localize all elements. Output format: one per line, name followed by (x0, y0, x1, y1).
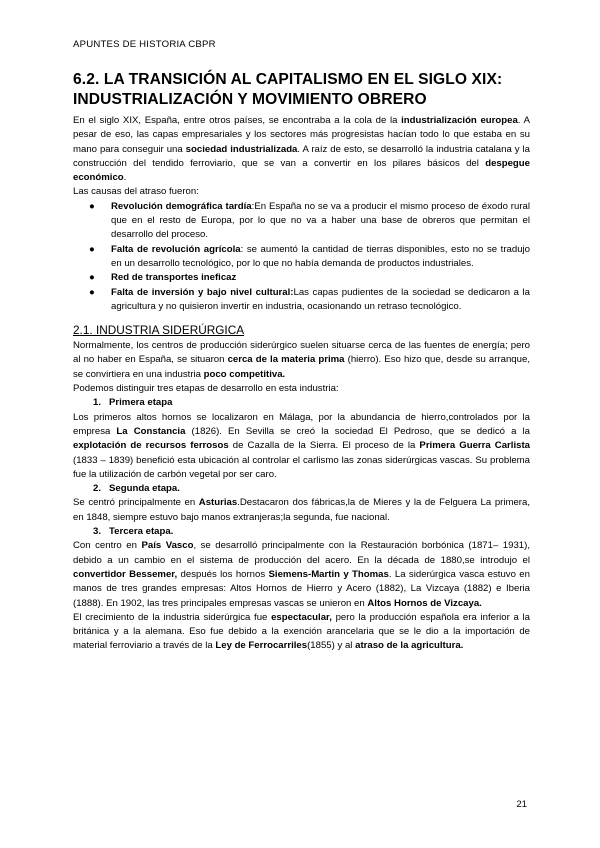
stages-intro: Podemos distinguir tres etapas de desarrollo en esta industria: (73, 383, 339, 395)
stage-paragraph-1: Los primeros altos hornos se localizaron en Málaga, por la abundancia de hierro,controlados por la empresa La Constancia (1826). En Sevilla se creó la sociedad El Pedroso, que se dedicó a la explotación de recursos ferrosos de Cazalla de la Sierra. El proceso de la Primera Guerra Carlista (1833 – 1839) benefició esta ubicación al controlar el carlismo las zonas siderúrgicas vascas. Su problema fue la utilización de carbón vegetal por ser caro. (73, 411, 530, 480)
stage-paragraph-2: Se centró principalmente en Asturias.Destacaron dos fábricas,la de Mieres y la de Felguera La primera, en 1848, siempre estuvo bajo manos extranjeras;la segunda, fue nacional. (73, 497, 530, 523)
subsection-title: 2.1. INDUSTRIA SIDERÚRGICA (73, 323, 245, 338)
bullet-icon: ● (89, 272, 95, 284)
page-number: 21 (516, 799, 527, 810)
stage-heading-1: 1. Primera etapa (93, 397, 173, 409)
page-content (73, 70, 530, 654)
causes-intro: Las causas del atraso fueron: (73, 186, 199, 198)
list-item: ● Falta de inversión y bajo nivel cultural:Las capas pudientes de la sociedad se dedicaron a la agricultura y no quisieron invertir en industria, ocasionando un retraso tecnológico. (89, 286, 531, 312)
list-item: ● Falta de revolución agrícola: se aumentó la cantidad de tierras disponibles, esto no se tradujo en un desarrollo tecnológico, por lo que no había demanda de productos industriales. (89, 243, 530, 269)
bullet-icon: ● (89, 243, 95, 255)
stage-heading-3: 3. Tercera etapa. (93, 526, 174, 538)
stage-heading-2: 2. Segunda etapa. (93, 483, 180, 495)
section-title: 6.2. LA TRANSICIÓN AL CAPITALISMO EN EL SIGLO XIX: INDUSTRIALIZACIÓN Y MOVIMIENTO OBRERO (73, 71, 503, 108)
closing-paragraph: El crecimiento de la industria siderúrgica fue espectacular, pero la producción española era inferior a la británica y a la alemana. Eso fue debido a la exención arancelaria que se le dio a la importación de material ferroviario a través de la Ley de Ferrocarriles(1855) y al atraso de la agricultura. (73, 611, 530, 652)
bullet-icon: ● (89, 286, 95, 298)
list-item: ● Revolución demográfica tardía:En España no se va a producir el mismo proceso de éxodo rural que en el resto de Europa, por lo que no va a haber una base de obreros que permitan el desarrollo del proceso. (89, 200, 530, 241)
causes-list (73, 200, 530, 314)
section-intro: En el siglo XIX, España, entre otros países, se encontraba a la cola de la industrialización europea. A pesar de eso, las capas empresariales y los sectores más progresistas hacían todo lo que estaba en su mano para conseguir una sociedad industrializada. A raíz de esto, se desarrolló la industria catalana y la construcción del tendido ferroviario, que se van a convertir en los pilares básicos del despegue económico. (73, 115, 531, 184)
list-item: ● Red de transportes ineficaz (73, 271, 530, 285)
running-header: APUNTES DE HISTORIA CBPR (73, 39, 216, 50)
subsection-intro: Normalmente, los centros de producción siderúrgico suelen situarse cerca de las fuentes de energía; pero al no haber en España, se situaron cerca de la materia prima (hierro). Eso hizo que, desde su arranque, se convirtiera en una industria poco competitiva. (73, 340, 530, 380)
bullet-icon: ● (89, 200, 95, 212)
stage-paragraph-3: Con centro en País Vasco, se desarrolló principalmente con la Restauración borbónica (1871– 1931), debido a un cambio en el sistema de producción del acero. En la década de 1880,se introdujo el convertidor Bessemer, después los hornos Siemens-Martin y Thomas. La siderúrgica vasca estuvo en manos de tres grandes empresas: Altos Hornos de Hierro y Acero (1882), La Vizcaya (1882) e Iberia (1888). En 1902, las tres principales empresas vascas se unieron en Altos Hornos de Vizcaya. (73, 540, 531, 609)
